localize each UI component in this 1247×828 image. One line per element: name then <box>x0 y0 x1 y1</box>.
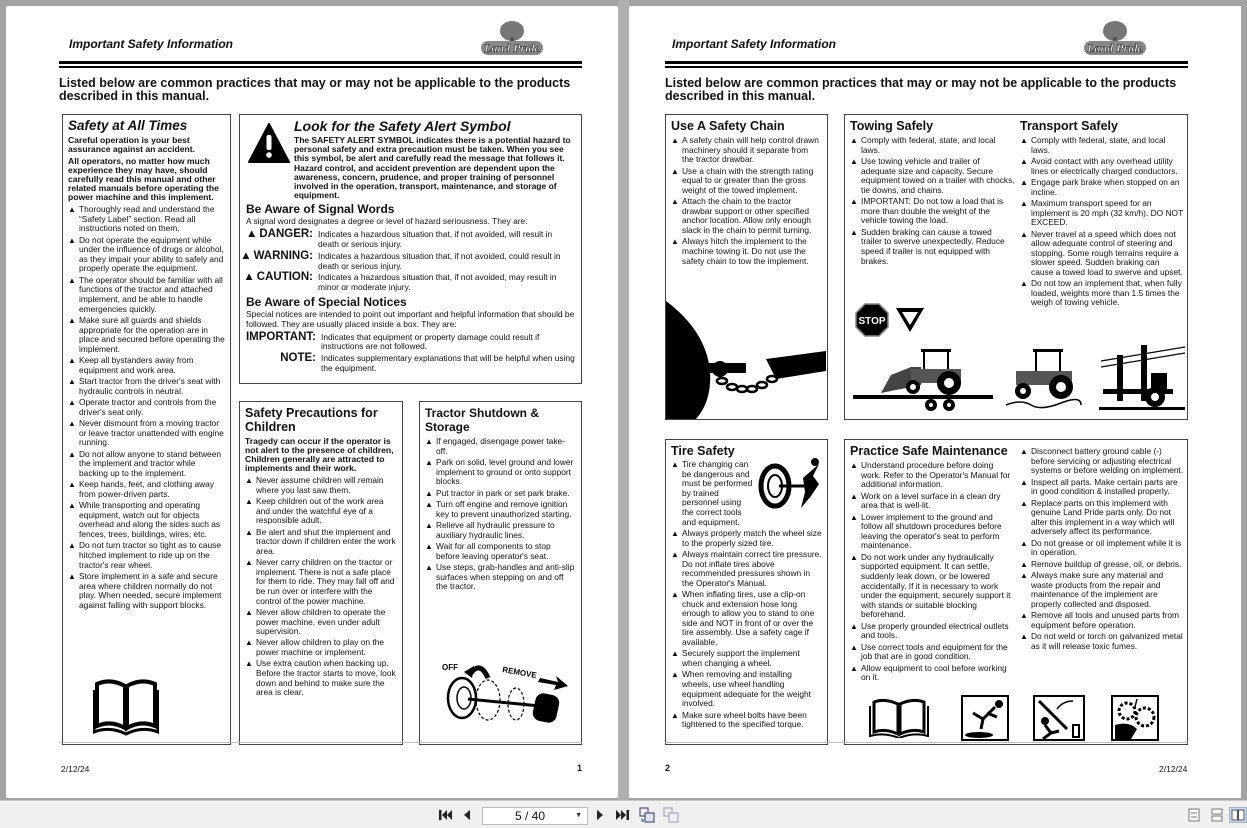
signal-warning: ▲ WARNING: Indicates a hazardous situation that, if not avoided, could result in death or serious injury. <box>240 249 561 271</box>
section-title: Practice Safe Maintenance <box>850 444 1008 458</box>
safety-at-all-times-box <box>62 114 231 745</box>
list-item: ▲ Park on solid, level ground and lower implement to ground or onto support blocks. <box>425 458 576 487</box>
svg-text:OFF: OFF <box>442 663 458 672</box>
list-item: ▲ Do not allow anyone to stand between the implement and tractor while backing up to the implement. <box>68 450 225 479</box>
section-title: Safety at All Times <box>68 118 188 133</box>
section-title: Tire Safety <box>671 444 735 458</box>
list-item: ▲ Inspect all parts. Make certain parts are in good condition & installed properly. <box>1020 478 1184 497</box>
list-item: ▲ Make sure wheel bolts have been tightened to the specified torque. <box>671 711 822 730</box>
list-item: ▲ Remove all tools and unused parts from equipment before operation. <box>1020 611 1184 630</box>
list-item: ▲ Start tractor from the driver's seat with hydraulic controls in neutral. <box>68 377 225 396</box>
page-swap-icon <box>639 807 655 823</box>
prev-page-button[interactable] <box>460 807 474 823</box>
list-item: ▲ Remove buildup of grease, oil, or debris. <box>1020 560 1184 570</box>
alert-triangle-icon: ▲ <box>240 249 252 262</box>
page-swap-disabled-icon <box>663 807 679 823</box>
continuous-view-icon <box>1211 808 1223 822</box>
tractor-transport-illustration <box>851 345 1185 417</box>
lead-text: All operators, no matter how much experience they may have, should carefully read this manual and other related manuals before operating the power machine and this implement. <box>68 156 219 202</box>
first-page-icon <box>439 809 453 821</box>
section-title: Look for the Safety Alert Symbol <box>294 118 511 134</box>
tire-safety-box <box>665 439 828 745</box>
vertical-scrollbar[interactable] <box>618 0 629 800</box>
list-item: ▲ Never allow children to play on the power machine or implement. <box>245 638 397 657</box>
list-item: ▲ Never assume children will remain where you last saw them. <box>245 476 397 495</box>
section-title: Transport Safely <box>1020 119 1118 133</box>
section-title: Tractor Shutdown & Storage <box>425 406 539 434</box>
footer-date: 2/12/24 <box>1159 764 1188 774</box>
list-item: ▲ Always properly match the wheel size to the properly sized tire. <box>671 529 822 548</box>
notice-important: IMPORTANT: Indicates that equipment or property damage could result if instructions are not followed. <box>245 330 540 352</box>
lead-text: Tragedy can occur if the operator is not alert to the presence of children, Children generally are attracted to implements and their work. <box>245 436 394 473</box>
footer-rule <box>665 742 1188 743</box>
maintenance-left-column <box>850 444 1015 685</box>
section-title: Use A Safety Chain <box>671 119 785 133</box>
signal-words-heading: Be Aware of Signal Words <box>246 202 395 217</box>
list-item: ▲ Turn off engine and remove ignition key to prevent unauthorized starting. <box>425 500 576 519</box>
svg-text:STOP: STOP <box>858 316 886 327</box>
special-notices-intro: Special notices are intended to point out important and helpful information that should be followed. They are usually placed inside a box. They are: <box>246 309 575 329</box>
list-item: ▲ Do not tow an implement that, when fully loaded, weights more than 1.5 times the weigh of towing vehicle. <box>1020 279 1184 308</box>
list-item: ▲ Use steps, grab-handles and anti-slip surfaces when stepping on and off the tractor. <box>425 563 576 592</box>
list-item: ▲ Keep all bystanders away from equipment and work area. <box>68 356 225 375</box>
list-item: ▲ Sudden braking can cause a towed trailer to swerve unexpectedly. Reduce speed if trailer is not equipped with brakes. <box>850 228 1015 266</box>
list-item: ▲ Use a chain with the strength rating equal to or greater than the gross weight of the towed implement. <box>671 167 822 196</box>
page-number: 2 <box>665 763 671 773</box>
header-title: Important Safety Information <box>69 37 234 51</box>
list-item: ▲ Operate tractor and controls from the driver's seat only. <box>68 398 225 417</box>
list-item: ▲ Never travel at a speed which does not allow adequate control of steering and stopping. Some rough terrains require a slower speed. Sudden braking can cause a towed load to swerve and upset. <box>1020 230 1184 278</box>
page-2 <box>629 6 1241 798</box>
bullet-list <box>850 461 1015 683</box>
list-item: ▲ Do not operate the equipment while under the influence of drugs or alcohol, as they impair your ability to safely and properly operate the equipment. <box>68 236 225 274</box>
list-item: ▲ If engaged, disengage power take-off. <box>425 437 576 456</box>
two-page-view-icon <box>1231 809 1245 821</box>
list-item: ▲ Engage park brake when stopped on an incline. <box>1020 178 1184 197</box>
page-number: 1 <box>577 763 583 773</box>
bullet-list <box>1020 447 1184 651</box>
children-safety-box <box>239 401 403 745</box>
list-item: ▲ When inflating tires, use a clip-on chuck and extension hose long enough to allow you to stand to one side and NOT in front of or over the tire assembly. Use a safety cage if available. <box>671 590 822 648</box>
svg-text:Land Pride: Land Pride <box>484 41 540 55</box>
dropdown-caret-icon: ▼ <box>575 812 582 819</box>
safety-chain-illustration <box>666 301 826 419</box>
list-item: ▲ Use towing vehicle and trailer of adequate size and capacity. Secure equipment towed on a trailer with chocks, tie downs, and chains. <box>850 157 1015 195</box>
last-page-button[interactable] <box>614 807 630 823</box>
safety-alert-icon <box>248 122 290 164</box>
header-rule <box>665 66 1188 68</box>
intro-text: Listed below are common practices that may or may not be applicable to the products described in this manual. <box>665 76 1177 103</box>
list-item: ▲ Maximum transport speed for an implement is 20 mph (32 km/h). DO NOT EXCEED. <box>1020 199 1184 228</box>
safety-alert-symbol-box <box>239 114 582 384</box>
list-item: ▲ Thoroughly read and understand the “Safety Label” section. Read all instructions noted on them. <box>68 205 225 234</box>
list-item: ▲ IMPORTANT: Do not tow a load that is more than double the weight of the vehicle towing the load. <box>850 197 1015 226</box>
list-item: ▲ Use properly grounded electrical outlets and tools. <box>850 622 1015 641</box>
footer-rule <box>59 742 582 743</box>
special-notices-heading: Be Aware of Special Notices <box>246 295 407 309</box>
continuous-view-button[interactable] <box>1209 807 1225 823</box>
list-item: ▲ Be alert and shut the implement and tractor down if children enter the work area. <box>245 528 397 557</box>
list-item: ▲ Never carry children on the tractor or implement. There is not a safe place for them to ride. They may fall off and be run over or interfere with the control of the power machine. <box>245 558 397 606</box>
last-page-icon <box>615 809 629 821</box>
single-page-view-button[interactable] <box>1186 807 1202 823</box>
tractor-shutdown-box <box>419 401 582 745</box>
viewer-toolbar <box>0 800 1247 828</box>
slip-hazard-icon <box>961 695 1009 741</box>
next-page-icon <box>596 809 604 821</box>
list-item: ▲ Never dismount from a moving tractor or leave tractor unattended with engine running. <box>68 419 225 448</box>
list-item: ▲ Make sure all guards and shields appropriate for the operation are in place and secured before operating the implement. <box>68 316 225 354</box>
list-item: ▲ Always hitch the implement to the machine towing it. Do not use the safety chain to tow the implement. <box>671 237 822 266</box>
towing-transport-box <box>844 114 1188 420</box>
list-item: ▲ Never allow children to operate the power machine, even under adult supervision. <box>245 608 397 637</box>
bullet-list <box>850 136 1015 266</box>
lead-text: Careful operation is your best assurance against an accident. <box>68 135 196 154</box>
list-item: ▲ Keep hands, feet, and clothing away from power-driven parts. <box>68 480 225 499</box>
list-item: ▲ Do not weld or torch on galvanized metal as it will release toxic fumes. <box>1020 632 1184 651</box>
next-page-button[interactable] <box>594 807 606 823</box>
header-rule <box>59 66 582 68</box>
list-item: ▲ Use extra caution when backing up. Before the tractor starts to move, look down and behind to make sure the area is clear. <box>245 659 397 697</box>
rotate-left-button[interactable] <box>638 807 656 823</box>
section-title: Safety Precautions for Children <box>245 406 378 434</box>
page-number-select[interactable] <box>482 807 588 825</box>
read-manual-icon <box>93 674 159 736</box>
bullet-list <box>425 437 576 592</box>
bullet-list <box>245 476 397 698</box>
stop-sign-icon <box>855 303 889 337</box>
list-item: ▲ Always make sure any material and waste products from the repair and maintenance of the implement are properly collected and disposed. <box>1020 571 1184 609</box>
svg-text:Land Pride: Land Pride <box>1087 41 1143 55</box>
bullet-list <box>671 460 822 730</box>
signal-caution: ▲ CAUTION: Indicates a hazardous situation that, if not avoided, may result in minor or moderate injury. <box>243 271 557 293</box>
list-item: ▲ Relieve all hydraulic pressure to auxiliary hydraulic lines. <box>425 521 576 540</box>
bullet-list <box>671 136 822 266</box>
svg-text:REMOVE: REMOVE <box>501 665 538 680</box>
rotate-right-button[interactable] <box>662 807 680 823</box>
maintenance-right-column <box>1020 447 1184 653</box>
land-pride-logo <box>480 19 544 59</box>
list-item: ▲ Put tractor in park or set park brake. <box>425 489 576 499</box>
yield-sign-icon <box>895 307 925 333</box>
falling-object-hazard-icon <box>1033 695 1085 741</box>
list-item: ▲ A safety chain will help control drawn machinery should it separate from the tractor drawbar. <box>671 136 822 165</box>
footer-date: 2/12/24 <box>61 764 90 774</box>
two-page-view-button[interactable] <box>1229 807 1247 823</box>
bullet-list <box>68 205 225 610</box>
first-page-button[interactable] <box>438 807 454 823</box>
list-item: ▲ Lower implement to the ground and follow all shutdown procedures before leaving the operator's seat to perform maintenance. <box>850 513 1015 551</box>
signal-danger: ▲ DANGER: Indicates a hazardous situation that, if not avoided, will result in death or serious injury. <box>245 228 553 250</box>
list-item: ▲ Comply with federal, state, and local laws. <box>1020 136 1184 155</box>
towing-safely-section <box>850 119 1015 268</box>
list-item: ▲ Securely support the implement when changing a wheel. <box>671 649 822 668</box>
list-item: ▲ Work on a level surface in a clean dry area that is well-lit. <box>850 492 1015 511</box>
list-item: ▲ Disconnect battery ground cable (-) before servicing or adjusting electrical systems or before welding on implement. <box>1020 447 1184 476</box>
list-item: ▲ Store implement in a safe and secure area where children normally do not play. When needed, secure implement against falling with support blocks. <box>68 572 225 610</box>
section-title: Towing Safely <box>850 119 934 133</box>
notice-note: NOTE: Indicates supplementary explanations that will be helpful when using the equipment. <box>280 352 575 373</box>
entanglement-hazard-icon <box>1111 695 1159 741</box>
list-item: ▲ Allow equipment to cool before working on it. <box>850 664 1015 683</box>
list-item: ▲ Always maintain correct tire pressure. Do not inflate tires above recommended pressures shown in the Operator's Manual. <box>671 550 822 588</box>
header-title: Important Safety Information <box>672 37 837 51</box>
list-item: ▲ Wait for all components to stop before leaving operator's seat. <box>425 542 576 561</box>
safety-chain-box <box>665 114 828 420</box>
list-item: ▲ The operator should be familiar with all functions of the tractor and attached implement, and be able to handle emergencies quickly. <box>68 276 225 314</box>
list-item: ▲ Tire changing can be dangerous and must be performed by trained personnel using the correct tools and equipment. <box>671 460 822 527</box>
page-1 <box>6 6 618 798</box>
alert-triangle-icon: ▲ <box>245 228 258 241</box>
header-rule <box>665 61 1188 64</box>
ignition-key-icon <box>440 656 570 728</box>
list-item: ▲ While transporting and operating equipment, watch out for objects overhead and along the sides such as fences, trees, buildings, wires, etc. <box>68 501 225 539</box>
signal-words-intro: A signal word designates a degree or level of hazard seriousness. They are: <box>246 216 528 227</box>
intro-text: Listed below are common practices that may or may not be applicable to the products described in this manual. <box>59 76 571 103</box>
list-item: ▲ Attach the chain to the tractor drawbar support or other specified anchor location. Allow only enough slack in the chain to permit turning. <box>671 197 822 235</box>
list-item: ▲ Understand procedure before doing work. Refer to the Operator's Manual for additional information. <box>850 461 1015 490</box>
list-item: ▲ Do not grease or oil implement while it is in operation. <box>1020 539 1184 558</box>
list-item: ▲ Avoid contact with any overhead utility lines or electrically charged conductors. <box>1020 157 1184 176</box>
land-pride-logo <box>1083 19 1147 59</box>
read-manual-icon <box>869 696 929 738</box>
header-rule <box>59 61 582 64</box>
list-item: ▲ Do not turn tractor so tight as to cause hitched implement to ride up on the tractor's rear wheel. <box>68 541 225 570</box>
list-item: ▲ Replace parts on this implement with genuine Land Pride parts only. Do not alter this implement in a way which will adversely affect its performance. <box>1020 499 1184 537</box>
safe-maintenance-box <box>844 439 1188 745</box>
alert-body: The SAFETY ALERT SYMBOL indicates there is a potential hazard to personal safety and extra precaution must be taken. When you see this symbol, be alert and carefully read the message that follows it. Hazard control, and accident prevention are dependent upon the awareness, concern, prudence, and proper training of personnel involved in the operation, transport, maintenance, and storage of equipment. <box>294 135 571 201</box>
single-page-view-icon <box>1188 808 1200 822</box>
list-item: ▲ When removing and installing wheels, use wheel handling equipment adequate for the weight involved. <box>671 670 822 708</box>
bullet-list <box>1020 136 1184 308</box>
transport-safely-section <box>1020 119 1184 310</box>
page-indicator: 5 / 40 <box>515 809 546 823</box>
list-item: ▲ Keep children out of the work area and under the watchful eye of a responsible adult. <box>245 497 397 526</box>
list-item: ▲ Use correct tools and equipment for the job that are in good condition. <box>850 643 1015 662</box>
list-item: ▲ Do not work under any hydraulically supported equipment. It can settle, suddenly leak down, or be lowered accidentally. If it is necessary to work under the equipment, securely support it with stands or suitable blocking beforehand. <box>850 553 1015 620</box>
list-item: ▲ Comply with federal, state, and local laws. <box>850 136 1015 155</box>
alert-triangle-icon: ▲ <box>243 271 255 284</box>
prev-page-icon <box>463 809 471 821</box>
